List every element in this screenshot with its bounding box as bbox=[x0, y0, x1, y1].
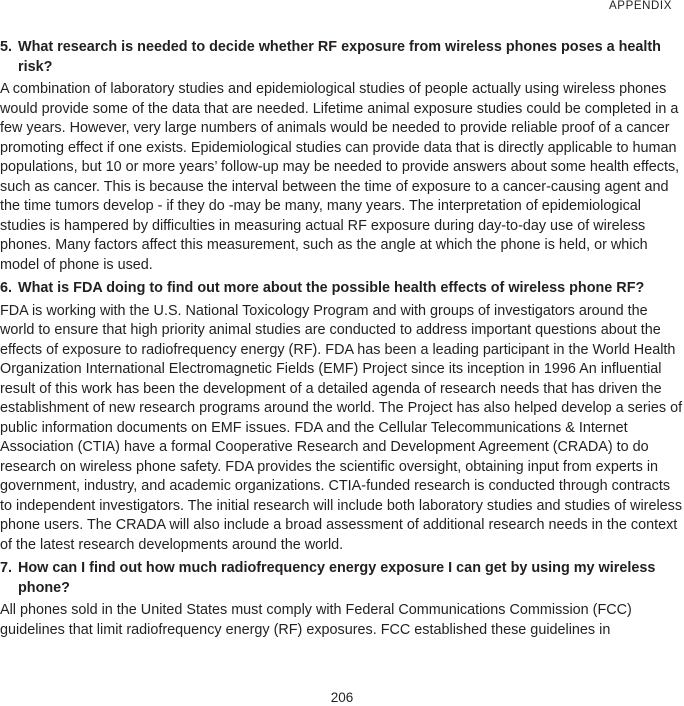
running-header: APPENDIX bbox=[609, 0, 672, 12]
question-text: What is FDA doing to find out more about the possible health effects of wireless phone RF? bbox=[18, 280, 645, 296]
document-body bbox=[0, 38, 684, 644]
faq-section-5 bbox=[0, 38, 684, 275]
question-number: 7. bbox=[0, 560, 13, 576]
question-5 bbox=[0, 38, 678, 77]
question-text: What research is needed to decide whether RF exposure from wireless phones poses a health risk? bbox=[18, 39, 661, 75]
question-text: How can I find out how much radiofrequency energy exposure I can get by using my wireless phone? bbox=[18, 560, 656, 596]
question-7 bbox=[0, 559, 678, 598]
page-number: 206 bbox=[330, 690, 354, 705]
faq-section-6 bbox=[0, 279, 684, 555]
question-number: 6. bbox=[0, 280, 13, 296]
question-6 bbox=[0, 279, 678, 299]
question-number: 5. bbox=[0, 39, 13, 55]
faq-section-7 bbox=[0, 559, 684, 640]
answer-6: FDA is working with the U.S. National Toxicology Program and with groups of investigators around the world to ensure that high priority animal studies are conducted to address important questions about the effects of exposure to radiofrequency energy (RF). FDA has been a leading participant in the World Health Organization International Electromagnetic Fields (EMF) Project since its inception in 1996 An influential result of this work has been the development of a detailed agenda of research needs that has driven the establishment of new research programs around the world. The Project has also helped develop a series of public information documents on EMF issues. FDA and the Cellular Telecommunications & Internet Association (CTIA) have a formal Cooperative Research and Development Agreement (CRADA) to do research on wireless phone safety. FDA provides the scientific oversight, obtaining input from experts in government, industry, and academic organizations. CTIA-funded research is conducted through contracts to independent investigators. The initial research will include both laboratory studies and studies of wireless phone users. The CRADA will also include a broad assessment of additional research needs in the context of the latest research developments around the world. bbox=[0, 302, 683, 553]
answer-7: All phones sold in the United States must comply with Federal Communications Commission (FCC) guidelines that limit radiofrequency energy (RF) exposures. FCC established these guidelines in bbox=[0, 602, 632, 638]
answer-5: A combination of laboratory studies and epidemiological studies of people actually using wireless phones would provide some of the data that are needed. Lifetime animal exposure studies could be completed in a few years. However, very large numbers of animals would be needed to provide reliable proof of a cancer promoting effect if one exists. Epidemiological studies can provide data that is directly applicable to human populations, but 10 or more years’ follow-up may be needed to provide answers about some health effects, such as cancer. This is because the interval between the time of exposure to a cancer-causing agent and the time tumors develop - if they do -may be many, many years. The interpretation of epidemiological studies is hampered by difficulties in measuring actual RF exposure during day-to-day use of wireless phones. Many factors affect this measurement, such as the angle at which the phone is held, or which model of phone is used. bbox=[0, 81, 680, 273]
